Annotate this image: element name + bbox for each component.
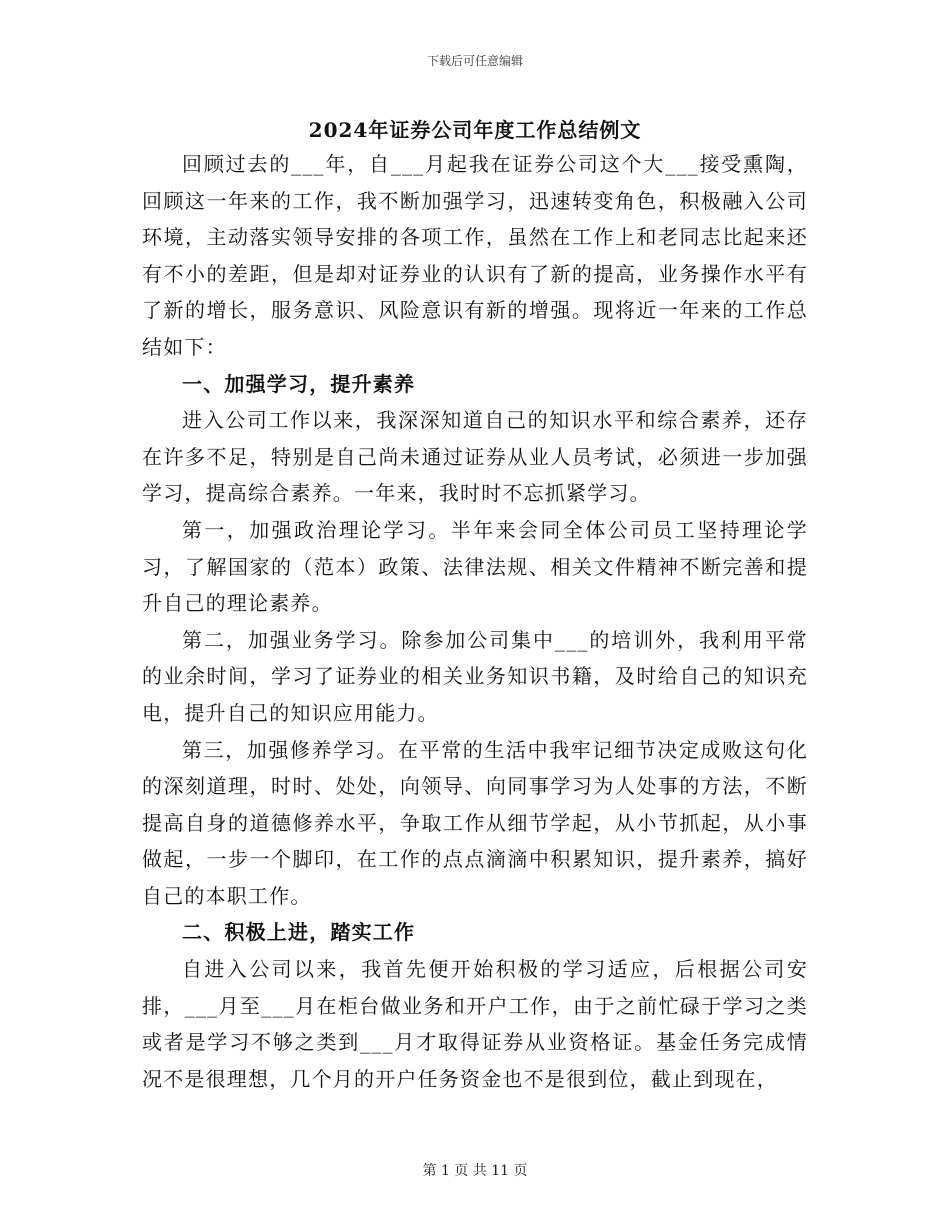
paragraph: 第二，加强业务学习。除参加公司集中___的培训外，我利用平常的业余时间，学习了证券业的相关业务知识书籍，及时给自己的知识充电，提升自己的知识应用能力。: [142, 627, 808, 725]
page-footer: 第 1 页 共 11 页: [422, 1163, 528, 1179]
header-note: 下载后可任意编辑: [426, 54, 523, 68]
paragraph: 第三，加强修养学习。在平常的生活中我牢记细节决定成败这句化的深刻道理，时时、处处，向领导、向同事学习为人处事的方法，不断提高自身的道德修养水平，争取工作从细节学起，从小节抓起，从小事做起，一步一个脚印，在工作的点点滴滴中积累知识，提升素养，搞好自己的本职工作。: [142, 737, 808, 908]
paragraph: 进入公司工作以来，我深深知道自己的知识水平和综合素养，还存在许多不足，特别是自己尚未通过证券从业人员考试，必须进一步加强学习，提高综合素养。一年来，我时时不忘抓紧学习。: [142, 408, 808, 506]
paragraph: 自进入公司以来，我首先便开始积极的学习适应，后根据公司安排，___月至___月在柜台做业务和开户工作，由于之前忙碌于学习之类或者是学习不够之类到___月才取得证券从业资格证。基金任务完成情况不是很理想，几个月的开户任务资金也不是很到位，截止到现在，: [142, 957, 808, 1091]
section-heading-2: 二、积极上进，踏实工作: [182, 920, 416, 945]
section-heading-1: 一、加强学习，提升素养: [182, 371, 416, 396]
paragraph: 第一，加强政治理论学习。半年来会同全体公司员工坚持理论学习，了解国家的（范本）政策、法律法规、相关文件精神不断完善和提升自己的理论素养。: [142, 517, 808, 616]
paragraph-intro: 回顾过去的___年，自___月起我在证券公司这个大___接受熏陶，回顾这一年来的工作，我不断加强学习，迅速转变角色，积极融入公司环境，主动落实领导安排的各项工作，虽然在工作上和老同志比起来还有不小的差距，但是却对证券业的认识有了新的提高，业务操作水平有了新的增长，服务意识、风险意识有新的增强。现将近一年来的工作总结如下：: [142, 152, 808, 359]
document-body: [142, 146, 808, 1097]
document-title: 2024年证券公司年度工作总结例文: [308, 118, 642, 142]
